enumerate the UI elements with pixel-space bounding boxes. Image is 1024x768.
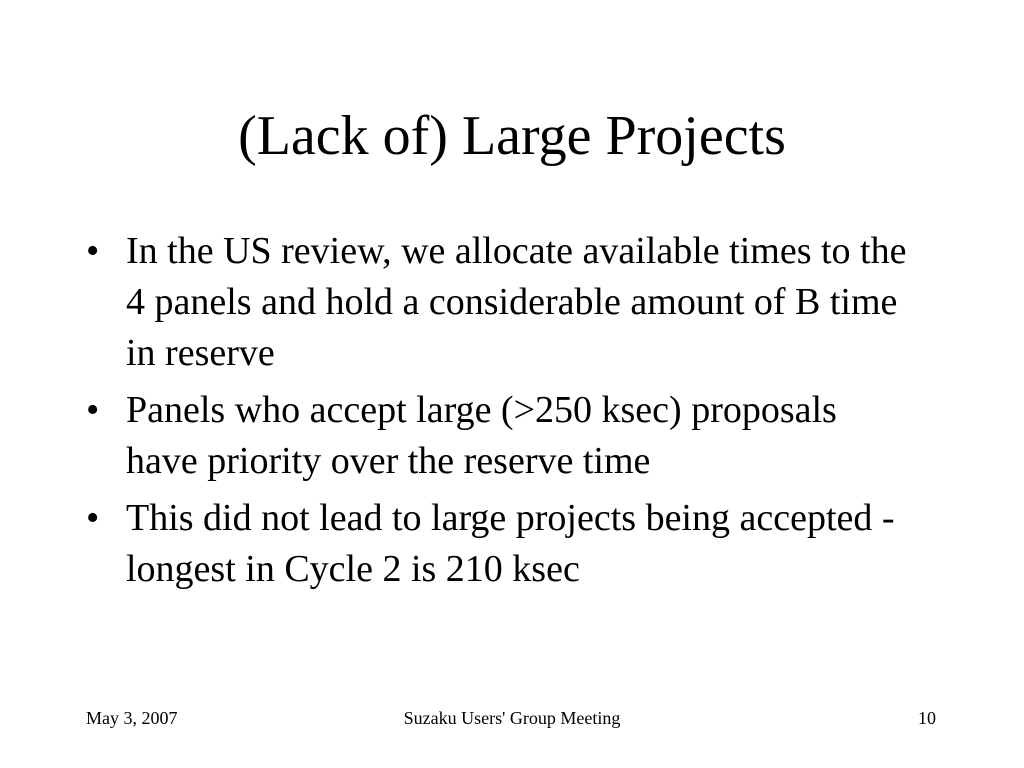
bullet-dot-icon: • <box>86 497 100 539</box>
footer-date: May 3, 2007 <box>86 708 178 728</box>
bullet-item <box>84 385 914 487</box>
bullet-text: Panels who accept large (>250 ksec) proposals have priority over the reserve time <box>126 389 837 482</box>
bullet-item <box>84 493 914 595</box>
bullet-list <box>84 226 914 601</box>
slide-title: (Lack of) Large Projects <box>238 105 786 167</box>
bullet-text: This did not lead to large projects being accepted - longest in Cycle 2 is 210 ksec <box>126 497 895 590</box>
bullet-dot-icon: • <box>86 230 100 272</box>
footer-page-number: 10 <box>918 708 936 728</box>
bullet-item <box>84 226 914 379</box>
bullet-text: In the US review, we allocate available times to the 4 panels and hold a considerable amount of B time in reserve <box>126 230 907 374</box>
bullet-dot-icon: • <box>86 389 100 431</box>
footer-event-name: Suzaku Users' Group Meeting <box>403 708 621 728</box>
